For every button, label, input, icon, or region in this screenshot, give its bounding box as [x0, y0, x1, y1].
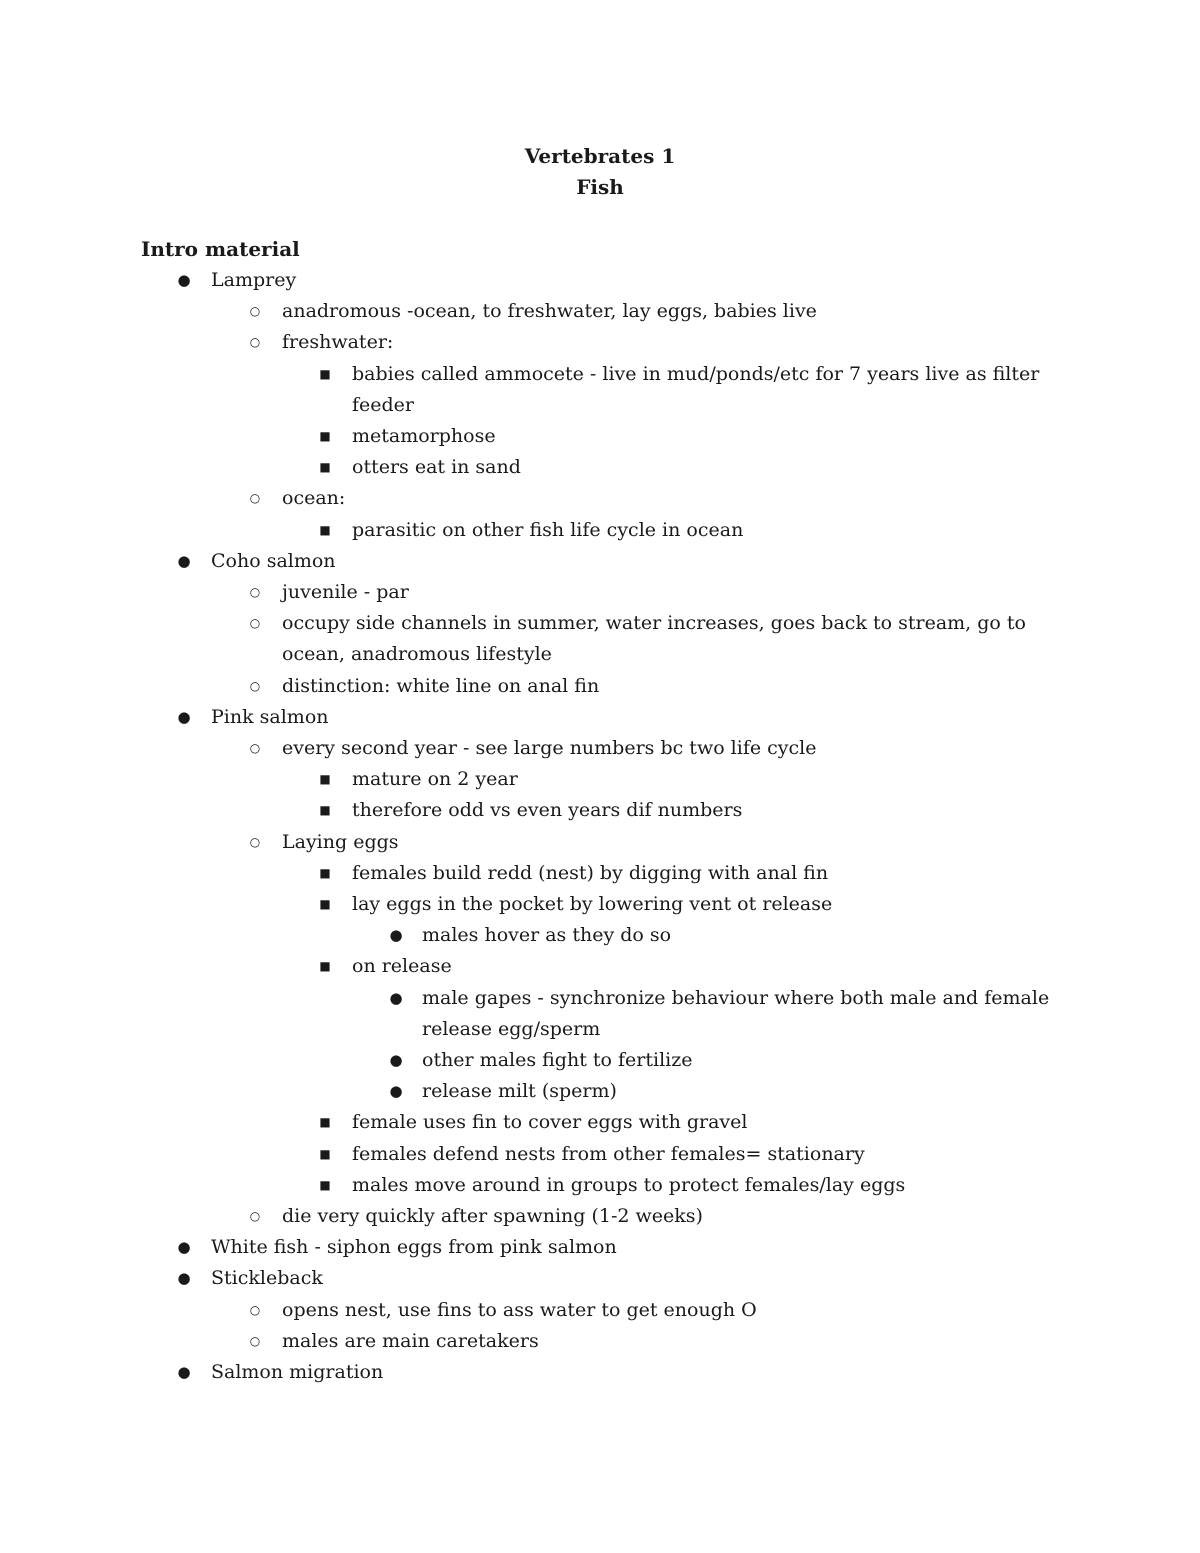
bullet-icon: ○ — [249, 1209, 261, 1223]
outline-item-text: Coho salmon — [211, 549, 336, 572]
bullet-icon: ● — [177, 1269, 191, 1288]
bullet-icon: ● — [177, 707, 191, 726]
outline-item-level-4 — [389, 920, 672, 951]
outline-item-text: White fish - siphon eggs from pink salmon — [211, 1236, 617, 1259]
bullet-icon: ■ — [319, 460, 331, 475]
outline-item-level-3 — [319, 1170, 906, 1201]
bullet-icon: ■ — [319, 865, 331, 880]
outline-item-text: males are main caretakers — [282, 1329, 539, 1352]
outline-item-level-2 — [249, 1295, 757, 1326]
outline-item-level-2 — [249, 577, 409, 608]
outline-item-text: Laying eggs — [282, 830, 399, 853]
outline-item-level-1 — [177, 265, 297, 296]
outline-item-text: release egg/sperm — [422, 1017, 601, 1040]
outline-item-level-2 — [249, 671, 600, 702]
document-title: Vertebrates 1 — [524, 144, 676, 168]
outline-item-text: every second year - see large numbers bc two life cycle — [282, 737, 817, 759]
outline-item-level-3 — [319, 795, 743, 826]
outline-item-text: freshwater: — [282, 331, 394, 354]
outline-item-text: otters eat in sand — [352, 456, 521, 479]
outline-item-level-1 — [177, 702, 329, 733]
bullet-icon: ○ — [249, 616, 261, 631]
outline-item-text: release milt (sperm) — [422, 1080, 617, 1103]
bullet-icon: ● — [177, 1363, 191, 1381]
outline-item-level-2 — [249, 483, 346, 514]
outline-item-text: feeder — [352, 393, 415, 416]
outline-item-level-3 — [319, 1107, 748, 1138]
outline-item-level-2 — [282, 639, 552, 670]
outline-item-text: male gapes - synchronize behaviour where both male and female — [422, 986, 1050, 1009]
outline-item-text: females build redd (nest) by digging with anal fin — [352, 861, 829, 884]
outline-item-text: distinction: white line on anal fin — [282, 674, 600, 697]
outline-item-level-3 — [319, 889, 833, 920]
outline-item-text: opens nest, use fins to ass water to get enough O — [282, 1298, 757, 1321]
bullet-icon: ■ — [319, 429, 331, 443]
outline-item-level-2 — [249, 608, 1026, 639]
outline-item-level-2 — [249, 827, 399, 858]
outline-item-level-4 — [422, 1014, 600, 1045]
outline-item-text: parasitic on other fish life cycle in ocean — [352, 518, 744, 541]
outline-item-text: males hover as they do so — [422, 924, 672, 947]
outline-item-level-1 — [177, 1263, 323, 1294]
bullet-icon: ■ — [319, 959, 331, 974]
bullet-icon: ● — [389, 988, 403, 1007]
bullet-icon: ○ — [249, 1302, 261, 1317]
outline-item-level-3 — [319, 515, 744, 546]
outline-item-text: female uses fin to cover eggs with gravel — [352, 1111, 748, 1134]
outline-item-level-1 — [177, 1357, 384, 1388]
outline-item-level-2 — [249, 327, 394, 358]
outline-item-level-3 — [319, 951, 452, 982]
outline-item-level-3 — [319, 359, 1040, 390]
bullet-icon: ○ — [249, 304, 261, 319]
bullet-icon: ○ — [249, 741, 261, 755]
bullet-icon: ■ — [319, 1177, 331, 1192]
outline-item-text: males move around in groups to protect females/lay eggs — [352, 1173, 906, 1196]
outline-item-level-1 — [177, 546, 336, 577]
outline-item-text: occupy side channels in summer, water increases, goes back to stream, go to — [282, 612, 1026, 635]
bullet-icon: ○ — [249, 1333, 261, 1348]
outline-item-text: mature on 2 year — [352, 768, 518, 791]
bullet-icon: ● — [389, 1051, 403, 1069]
section-heading: Intro material — [141, 237, 300, 261]
outline-item-text: ocean, anadromous lifestyle — [282, 643, 552, 666]
outline-item-text: metamorphose — [352, 425, 496, 447]
outline-item-text: ocean: — [282, 487, 346, 510]
outline-item-text: babies called ammocete - live in mud/ponds/etc for 7 years live as filter — [352, 362, 1040, 385]
bullet-icon: ● — [389, 926, 403, 945]
outline-item-level-2 — [249, 1326, 539, 1357]
bullet-icon: ● — [177, 1238, 191, 1257]
outline-item-text: Lamprey — [211, 269, 297, 291]
outline-item-level-4 — [389, 1076, 617, 1107]
outline-item-level-3 — [352, 390, 414, 421]
bullet-icon: ○ — [249, 491, 261, 506]
bullet-icon: ■ — [319, 1146, 331, 1161]
bullet-icon: ○ — [249, 585, 261, 599]
outline-item-text: die very quickly after spawning (1-2 weeks) — [282, 1205, 703, 1227]
outline-item-text: females defend nests from other females= stationary — [352, 1142, 865, 1165]
outline-item-text: lay eggs in the pocket by lowering vent ot release — [352, 893, 833, 915]
outline-item-level-2 — [249, 733, 817, 764]
outline-item-level-3 — [319, 764, 518, 795]
outline-item-text: anadromous -ocean, to freshwater, lay eggs, babies live — [282, 300, 817, 323]
bullet-icon: ○ — [249, 678, 261, 693]
bullet-icon: ■ — [319, 366, 331, 381]
outline-item-text: other males fight to fertilize — [422, 1049, 693, 1071]
outline-item-level-2 — [249, 296, 817, 327]
outline-item-text: juvenile - par — [282, 581, 409, 603]
bullet-icon: ■ — [319, 1115, 331, 1130]
bullet-icon: ■ — [319, 897, 331, 911]
outline-item-level-3 — [319, 1139, 865, 1170]
outline-item-text: on release — [352, 955, 452, 978]
bullet-icon: ○ — [249, 834, 261, 849]
outline-item-level-4 — [389, 1045, 693, 1076]
outline-item-level-3 — [319, 421, 496, 452]
outline-item-level-3 — [319, 858, 829, 889]
outline-item-level-4 — [389, 983, 1050, 1014]
outline-item-text: therefore odd vs even years dif numbers — [352, 799, 743, 822]
bullet-icon: ■ — [319, 772, 331, 787]
bullet-icon: ● — [389, 1082, 403, 1101]
outline-item-level-2 — [249, 1201, 703, 1232]
bullet-icon: ○ — [249, 335, 261, 350]
outline-item-text: Stickleback — [211, 1267, 323, 1290]
document-subtitle: Fish — [576, 175, 624, 199]
bullet-icon: ● — [177, 271, 191, 289]
bullet-icon: ■ — [319, 522, 331, 537]
outline-item-level-3 — [319, 452, 521, 483]
outline-item-level-1 — [177, 1232, 617, 1263]
outline-item-text: Salmon migration — [211, 1361, 384, 1383]
outline-item-text: Pink salmon — [211, 705, 329, 728]
bullet-icon: ● — [177, 551, 191, 570]
bullet-icon: ■ — [319, 803, 331, 818]
